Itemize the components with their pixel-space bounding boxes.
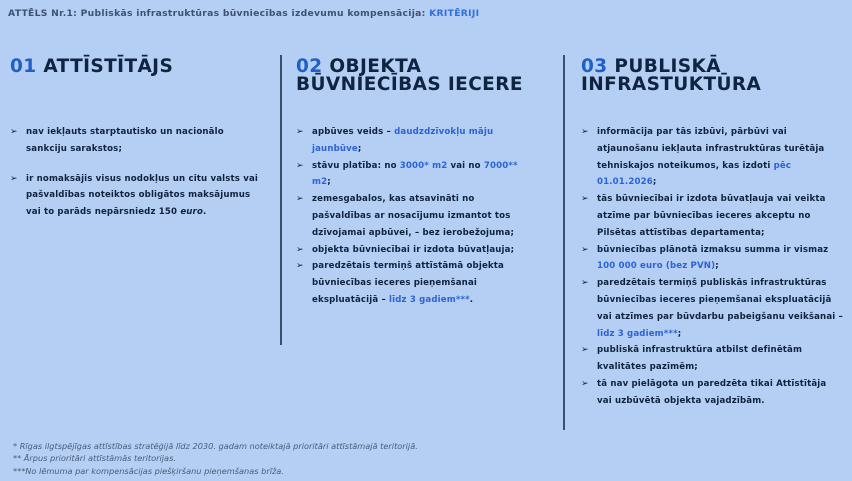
footnote: ** Ārpus prioritāri attīstāmās teritorijas. — [13, 453, 176, 464]
item-highlight: 100 000 euro (bez PVN) — [597, 261, 716, 272]
item-text-tail: ; — [715, 261, 719, 272]
item-text-italic: euro — [180, 207, 204, 218]
column-title-line2: INFRASTUKTŪRA — [581, 74, 762, 95]
list-item — [296, 158, 536, 192]
column-heading — [581, 58, 843, 112]
column-title-line1: OBJEKTA — [329, 56, 422, 77]
footnote: * Rīgas ilgtspējīgas attīstības stratēģijā līdz 2030. gadam noteiktajā prioritāri attīstāmajā teritorijā. — [13, 441, 418, 451]
item-highlight: līdz 3 gadiem*** — [597, 328, 678, 339]
item-highlight: līdz 3 gadiem*** — [389, 294, 470, 305]
item-text: informācija par tās izbūvi, pārbūvi vai atjaunošanu iekļauta infrastruktūras turētāja tehniskajos noteikumos, kas izdoti — [597, 127, 825, 171]
item-text-tail: ; — [327, 177, 331, 188]
item-text: apbūves veids – — [312, 127, 395, 137]
item-text-tail: ; — [357, 143, 362, 154]
chevron-right-icon: ➢ — [296, 261, 304, 272]
chevron-right-icon: ➢ — [296, 244, 304, 255]
chevron-right-icon: ➢ — [581, 194, 589, 205]
chevron-right-icon: ➢ — [296, 160, 304, 171]
figure-title — [8, 8, 479, 19]
item-text: paredzētais termiņš attīstāmā objekta būvniecības ieceres pieņemšanai ekspluatācijā – — [312, 261, 504, 305]
item-text-tail: . — [469, 294, 474, 305]
item-text-tail: . — [203, 207, 207, 218]
item-text: ir nomaksājis visus nodokļus un citu valsts vai pašvaldības noteiktos obligātos maksājumus vai to parāds nepārsniedz 150 — [26, 173, 258, 218]
item-text: tā nav pielāgota un paredzēta tikai Attīstītāja vai uzbūvētā objekta vajadzībām. — [597, 378, 827, 406]
item-text-tail: ; — [677, 328, 682, 339]
criteria-column-developer — [10, 50, 265, 218]
list-item — [10, 124, 265, 158]
item-text: stāvu platība: no — [312, 160, 400, 171]
footnote: ***No lēmuma par kompensācijas piešķiršanu pieņemšanas brīža. — [13, 465, 284, 476]
item-text: tās būvniecībai ir izdota būvatļauja vai veikta atzīme par būvniecības ieceres akceptu no Pilsētas attīstības departamenta; — [597, 194, 826, 238]
criteria-list — [10, 124, 265, 221]
column-title: ATTĪSTĪTĀJS — [43, 56, 174, 77]
list-item — [581, 191, 843, 241]
criteria-column-infrastructure — [581, 50, 843, 406]
column-number: 01 — [10, 56, 37, 77]
item-highlight: pēc 01.01.2026 — [597, 160, 792, 188]
criteria-list — [296, 124, 536, 309]
chevron-right-icon: ➢ — [296, 127, 304, 137]
column-divider — [280, 55, 282, 345]
column-heading — [296, 58, 536, 112]
list-item — [581, 242, 843, 276]
item-highlight: 7000** m2 — [312, 160, 518, 188]
column-number: 03 — [581, 56, 608, 77]
item-text: zemesgabalos, kas atsavināti no pašvaldības ar nosacījumu izmantot tos dzīvojamai apbūvei, – bez ierobežojuma; — [312, 194, 515, 238]
chevron-right-icon: ➢ — [581, 378, 589, 389]
item-text: objekta būvniecībai ir izdota būvatļauja; — [312, 244, 515, 255]
item-text: publiskā infrastruktūra atbilst definētām kvalitātes pazīmēm; — [597, 345, 803, 373]
list-item — [581, 124, 843, 191]
list-item — [296, 191, 536, 241]
item-highlight: 3000* m2 — [399, 160, 448, 171]
item-text-mid: vai no — [447, 160, 484, 171]
footnotes — [13, 440, 418, 477]
criteria-list — [581, 124, 843, 410]
chevron-right-icon: ➢ — [581, 244, 589, 255]
item-text: būvniecības plānotā izmaksu summa ir vismaz — [597, 244, 829, 255]
list-item — [10, 171, 265, 221]
column-title-line2: BŪVNIECĪBAS IECERE — [296, 74, 523, 95]
list-item — [581, 376, 843, 410]
column-divider — [563, 55, 565, 430]
list-item — [581, 342, 843, 376]
chevron-right-icon: ➢ — [581, 127, 589, 137]
chevron-right-icon: ➢ — [581, 345, 589, 356]
figure-title-prefix: ATTĒLS Nr.1: Publiskās infrastruktūras būvniecības izdevumu kompensācija: — [8, 8, 430, 19]
item-highlight: daudzdzīvokļu māju jaunbūve — [312, 127, 494, 154]
criteria-column-project — [296, 50, 536, 305]
chevron-right-icon: ➢ — [10, 127, 18, 137]
chevron-right-icon: ➢ — [581, 278, 589, 289]
chevron-right-icon: ➢ — [296, 194, 304, 205]
list-item — [296, 242, 536, 259]
item-text: paredzētais termiņš publiskās infrastruktūras būvniecības ieceres pieņemšanai ekspluatācijā vai atzīmes par būvdarbu pabeigšanu veikšanai – — [597, 278, 843, 322]
column-title-line1: PUBLISKĀ — [614, 56, 721, 77]
column-heading — [10, 58, 265, 112]
list-item — [296, 258, 536, 308]
figure-title-accent: KRITĒRIJI — [429, 8, 480, 19]
item-text-tail: ; — [652, 177, 657, 188]
chevron-right-icon: ➢ — [10, 173, 18, 184]
column-number: 02 — [296, 56, 323, 77]
list-item — [581, 275, 843, 342]
list-item — [296, 124, 536, 158]
item-text: nav iekļauts starptautisko un nacionālo sankciju sarakstos; — [26, 127, 224, 154]
